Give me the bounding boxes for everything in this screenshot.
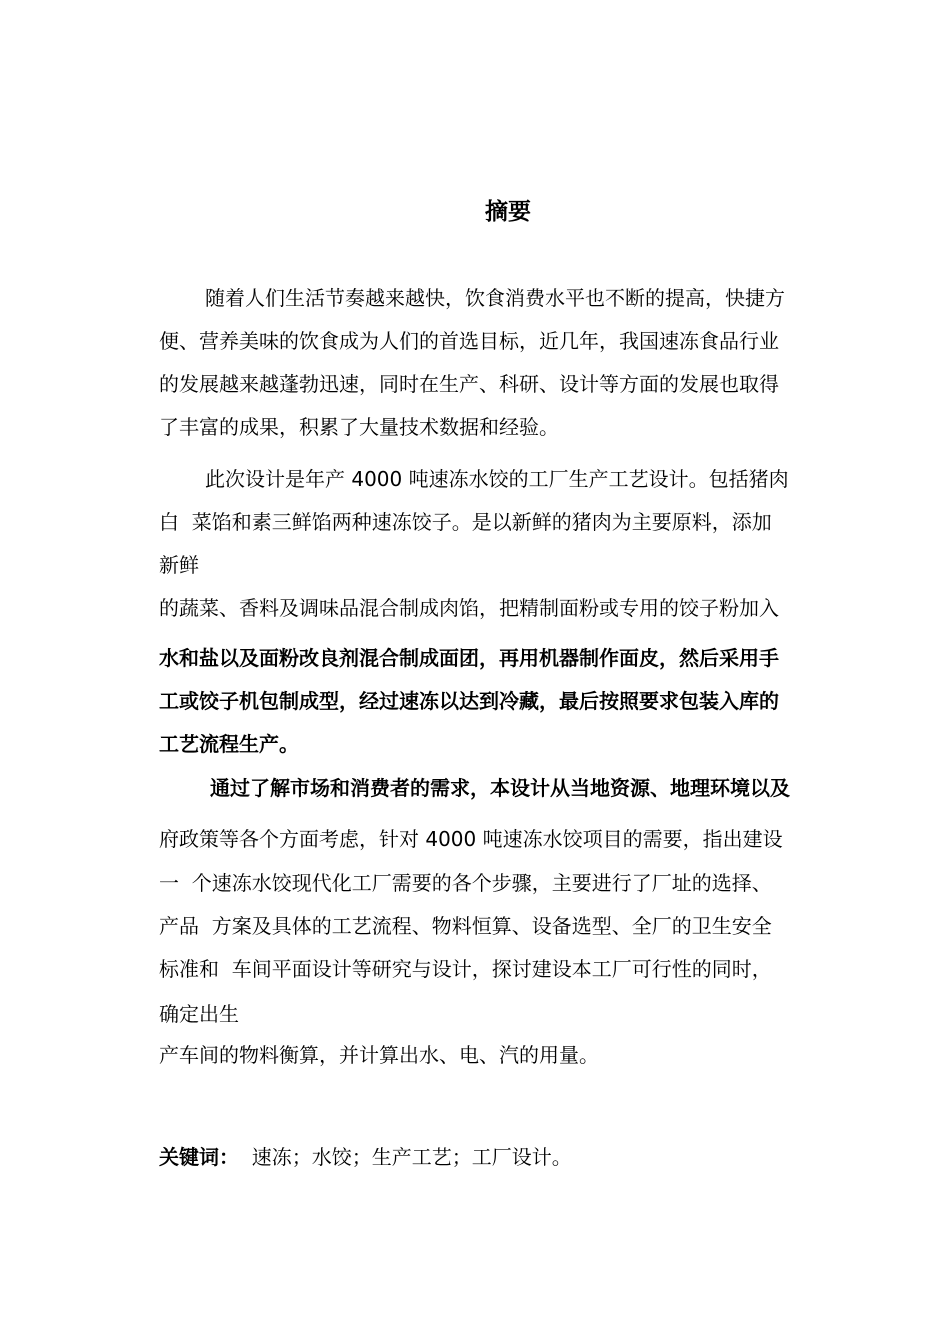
paragraph-1-line-1: 随着人们生活节奏越来越快，饮食消费水平也不断的提高，快捷方 xyxy=(205,286,785,310)
paragraph-5-line-6: 产车间的物料衡算，并计算出水、电、汽的用量。 xyxy=(159,1043,599,1067)
paragraph-3-line-3: 工艺流程生产。 xyxy=(159,732,299,756)
paragraph-1-line-4: 了丰富的成果，积累了大量技术数据和经验。 xyxy=(159,415,559,439)
keywords-value: 速冻；水饺；生产工艺；工厂设计。 xyxy=(251,1145,572,1169)
keywords-label: 关键词： xyxy=(159,1145,239,1169)
keywords-row xyxy=(159,1142,572,1172)
paragraph-1-line-3: 的发展越来越蓬勃迅速，同时在生产、科研、设计等方面的发展也取得 xyxy=(159,372,779,396)
paragraph-3-line-2: 工或饺子机包制成型，经过速冻以达到冷藏，最后按照要求包装入库的 xyxy=(159,689,779,713)
paragraph-2-line-1: 此次设计是年产 4000 吨速冻水饺的工厂生产工艺设计。包括猪肉 xyxy=(205,467,789,491)
paragraph-2-line-3: 新鲜 xyxy=(159,553,199,577)
paragraph-5-line-1: 府政策等各个方面考虑，针对 4000 吨速冻水饺项目的需要，指出建设 xyxy=(159,827,783,851)
paragraph-4-line-1: 通过了解市场和消费者的需求，本设计从当地资源、地理环境以及 xyxy=(210,776,790,800)
abstract-title: 摘要 xyxy=(485,199,531,225)
paragraph-1-line-2: 便、营养美味的饮食成为人们的首选目标，近几年，我国速冻食品行业 xyxy=(159,329,779,353)
paragraph-5-line-2: 一 个速冻水饺现代化工厂需要的各个步骤，主要进行了厂址的选择、 xyxy=(159,871,772,895)
paragraph-3-line-1: 水和盐以及面粉改良剂混合制成面团，再用机器制作面皮，然后采用手 xyxy=(159,646,779,670)
keywords-spacer xyxy=(239,1145,252,1169)
paragraph-5-line-3: 产品 方案及具体的工艺流程、物料恒算、设备选型、全厂的卫生安全 xyxy=(159,914,772,938)
paragraph-2-line-4: 的蔬菜、香料及调味品混合制成肉馅，把精制面粉或专用的饺子粉加入 xyxy=(159,596,779,620)
paragraph-5-line-5: 确定出生 xyxy=(159,1002,239,1026)
paragraph-5-line-4: 标准和 车间平面设计等研究与设计，探讨建设本工厂可行性的同时， xyxy=(159,957,772,981)
paragraph-2-line-2: 白 菜馅和素三鲜馅两种速冻饺子。是以新鲜的猪肉为主要原料，添加 xyxy=(159,510,772,534)
